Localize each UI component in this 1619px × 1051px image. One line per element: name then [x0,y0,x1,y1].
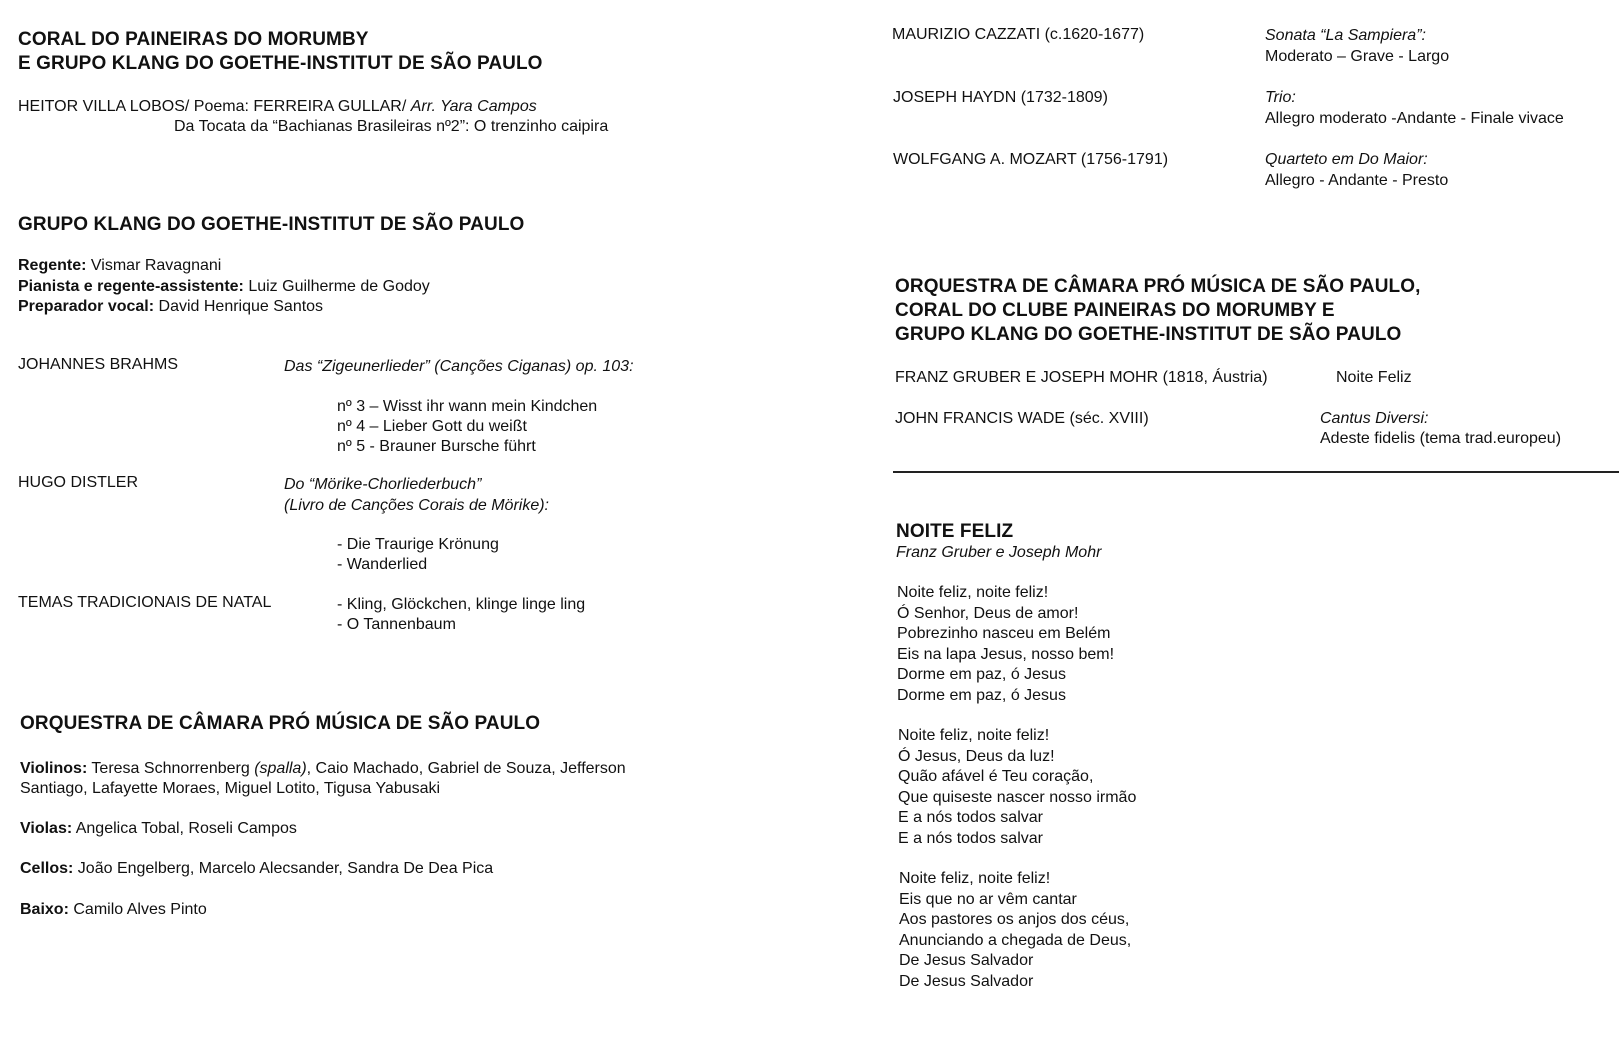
lyric-line: Dorme em paz, ó Jesus [897,686,1066,704]
lyrics-authors: Franz Gruber e Joseph Mohr [896,544,1102,561]
violas-line [20,819,297,839]
composer-cazzati: MAURIZIO CAZZATI (c.1620-1677) [892,26,1145,43]
baixo-label: Baixo: [20,901,69,918]
work-gruber: Noite Feliz [1336,369,1412,386]
work-mozart: Quarteto em Do Maior: [1265,151,1428,168]
lyric-line: Ó Jesus, Deus da luz! [898,747,1055,765]
section-title-coral-klang-2: E GRUPO KLANG DO GOETHE-INSTITUT DE SÃO PAULO [18,53,543,74]
composer-natal: TEMAS TRADICIONAIS DE NATAL [18,594,272,611]
violinos-names: Teresa Schnorrenberg [91,760,250,777]
work-haydn: Trio: [1265,89,1296,106]
staff-role: Pianista e regente-assistente: [18,278,244,295]
lyric-line: Quão afável é Teu coração, [898,768,1094,786]
villa-lobos-piece: Da Tocata da “Bachianas Brasileiras nº2”: O trenzinho caipira [174,118,609,135]
divider-line [893,471,1619,473]
credit-arranger: Arr. Yara Campos [410,98,537,115]
work-title: “La Sampiera”: [1320,27,1426,44]
work-distler-1: Do “Mörike-Chorliederbuch” [284,476,482,493]
lyric-line: Eis que no ar vêm cantar [899,890,1077,908]
lyric-line: De Jesus Salvador [899,972,1034,990]
lyric-line: Aos pastores os anjos dos céus, [899,911,1130,929]
work-wade: Adeste fidelis (tema trad.europeu) [1320,430,1562,447]
cellos-label: Cellos: [20,860,74,877]
violinos-label: Violinos: [20,760,88,777]
lyric-line: E a nós todos salvar [898,829,1043,847]
lyric-line: Ó Senhor, Deus de amor! [897,604,1079,622]
distler-item: - Die Traurige Krönung [337,536,499,553]
distler-item: - Wanderlied [337,556,428,573]
lyrics-stanza-3 [899,869,1131,993]
section-title-combined-3: GRUPO KLANG DO GOETHE-INSTITUT DE SÃO PAULO [895,324,1402,345]
violas-label: Violas: [20,820,73,837]
staff-role: Regente: [18,257,87,274]
work-prefix: Sonata [1265,27,1321,44]
baixo-line [20,900,207,920]
work-cazzati [1265,26,1426,46]
lyric-line: Eis na lapa Jesus, nosso bem! [897,645,1115,663]
section-title-grupo-klang: GRUPO KLANG DO GOETHE-INSTITUT DE SÃO PAULO [18,214,525,235]
lyric-line: Pobrezinho nasceu em Belém [897,625,1111,643]
cellos-line [20,859,493,879]
staff-name: David Henrique Santos [158,298,324,315]
staff-role: Preparador vocal: [18,298,155,315]
lyrics-stanza-2 [898,726,1136,850]
staff-regente [18,256,221,276]
violinos-line-1 [20,759,626,779]
lyric-line: Noite feliz, noite feliz! [897,584,1049,601]
lyric-line: Dorme em paz, ó Jesus [897,666,1066,684]
violinos-names-cont: , Caio Machado, Gabriel de Souza, Jefferson [306,760,626,777]
staff-pianista [18,277,430,297]
staff-name: Vismar Ravagnani [90,257,222,274]
violinos-line-2: Santiago, Lafayette Moraes, Miguel Lotito, Tigusa Yabusaki [20,780,441,797]
movements-cazzati: Moderato – Grave - Largo [1265,48,1450,65]
lyrics-stanza-1 [897,583,1114,707]
section-title-coral-klang-1: CORAL DO PAINEIRAS DO MORUMBY [18,29,369,50]
spalla-note: (spalla) [254,760,307,777]
lyric-line: De Jesus Salvador [899,952,1034,970]
villa-lobos-credit [18,97,537,117]
brahms-item: nº 3 – Wisst ihr wann mein Kindchen [337,398,598,415]
staff-preparador [18,297,323,317]
brahms-item: nº 4 – Lieber Gott du weißt [337,418,527,435]
lyrics-title: NOITE FELIZ [896,521,1014,542]
staff-name: Luiz Guilherme de Godoy [248,278,430,295]
movements-mozart: Allegro - Andante - Presto [1265,172,1449,189]
composer-gruber: FRANZ GRUBER E JOSEPH MOHR (1818, Áustria) [895,369,1268,386]
credit-line: HEITOR VILLA LOBOS/ Poema: FERREIRA GULLAR/ [18,98,407,115]
work-distler-2: (Livro de Canções Corais de Mörike): [284,497,549,514]
natal-item: - O Tannenbaum [337,616,456,633]
cellos-names: João Engelberg, Marcelo Alecsander, Sandra De Dea Pica [77,860,494,877]
natal-item: - Kling, Glöckchen, klinge linge ling [337,596,586,613]
lyric-line: Noite feliz, noite feliz! [899,870,1051,887]
composer-distler: HUGO DISTLER [18,474,139,491]
section-title-combined-1: ORQUESTRA DE CÂMARA PRÓ MÚSICA DE SÃO PAULO, [895,276,1421,297]
lyric-line: Noite feliz, noite feliz! [898,727,1050,744]
section-title-combined-2: CORAL DO CLUBE PAINEIRAS DO MORUMBY E [895,300,1335,321]
brahms-item: nº 5 - Brauner Bursche führt [337,438,536,455]
lyric-line: Que quiseste nascer nosso irmão [898,788,1137,806]
work-brahms: Das “Zigeunerlieder” (Canções Ciganas) op. 103: [284,358,634,375]
lyric-line: Anunciando a chegada de Deus, [899,931,1132,949]
section-title-orquestra: ORQUESTRA DE CÂMARA PRÓ MÚSICA DE SÃO PAULO [20,713,541,734]
lyric-line: E a nós todos salvar [898,809,1043,827]
work-wade-title: Cantus Diversi: [1320,410,1429,427]
composer-mozart: WOLFGANG A. MOZART (1756-1791) [893,151,1169,168]
baixo-names: Camilo Alves Pinto [73,901,207,918]
movements-haydn: Allegro moderato -Andante - Finale vivace [1265,110,1564,127]
violas-names: Angelica Tobal, Roseli Campos [75,820,297,837]
composer-wade: JOHN FRANCIS WADE (séc. XVIII) [895,410,1149,427]
composer-haydn: JOSEPH HAYDN (1732-1809) [893,89,1108,106]
composer-brahms: JOHANNES BRAHMS [18,356,179,373]
